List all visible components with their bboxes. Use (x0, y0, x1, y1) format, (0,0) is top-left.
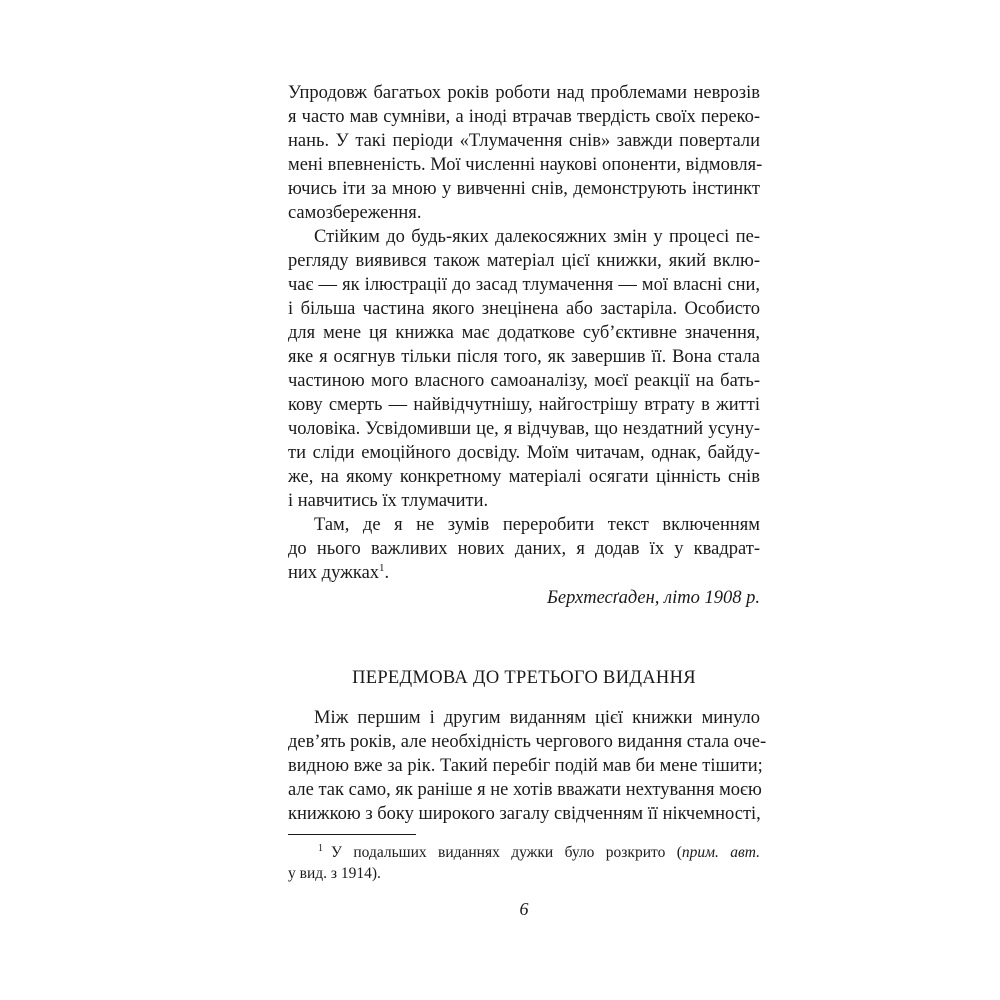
footnote-divider (288, 834, 416, 835)
paragraph-2-line: і більша частина якого знецінена або застаріла. Особисто (288, 299, 760, 319)
paragraph-2-line: же, на якому конкретному матеріалі осягати цінність снів (288, 467, 760, 487)
paragraph-1-line: Упродовж багатьох років роботи над проблемами неврозів (288, 83, 760, 103)
paragraph-2-line: регляду виявився також матеріал цієї книжки, який вклю- (288, 251, 760, 271)
paragraph-4-line: дев’ять років, але необхідність чергового видання стала оче- (288, 732, 767, 752)
paragraph-2-line: частиною мого власного самоаналізу, моєї реакції на бать- (288, 371, 760, 391)
paragraph-3-line: до нього важливих нових даних, я додав їх у квадрат- (288, 539, 760, 559)
section-heading: ПЕРЕДМОВА ДО ТРЕТЬОГО ВИДАННЯ (352, 668, 696, 688)
paragraph-3-line-text: них дужках (288, 563, 380, 583)
paragraph-2-line: Стійким до будь-яких далекосяжних змін у процесі пе- (314, 227, 760, 247)
paragraph-2-line: чоловіка. Усвідомивши це, я відчував, що нездатний усуну- (288, 419, 760, 439)
signature: Берхтесґаден, літо 1908 р. (547, 588, 760, 608)
paragraph-1-line: самозбереження. (288, 203, 422, 223)
paragraph-3-last-line (288, 561, 760, 585)
footnote-text: У подальших виданнях дужки було розкрито ( (331, 844, 682, 861)
paragraph-3-end: . (384, 563, 390, 583)
paragraph-4-line: книжкою з боку широкого загалу свідченням її нікчемності, (288, 804, 761, 824)
paragraph-2-line: і навчитись їх тлумачити. (288, 491, 489, 511)
paragraph-1-line: мені впевненість. Мої численні наукові опоненти, відмовля- (288, 155, 763, 175)
footnote-italic-note: прим. авт. (681, 844, 760, 861)
footnote-reference[interactable]: 1 (379, 561, 385, 574)
page-number: 6 (519, 899, 529, 919)
paragraph-3-line: Там, де я не зумів переробити текст включенням (314, 515, 760, 535)
footnote-mark: 1 (318, 842, 323, 854)
paragraph-2-line: ти сліди емоційного досвіду. Моїм читачам, однак, байду- (288, 443, 760, 463)
book-page (288, 0, 767, 1000)
paragraph-4-line: але так само, як раніше я не хотів вважати нехтування моєю (288, 780, 762, 800)
footnote-line-2: у вид. з 1914). (288, 865, 381, 882)
paragraph-1-line: нань. У такі періоди «Тлумачення снів» завжди повертали (288, 131, 760, 151)
paragraph-2-line: яке я осягнув тільки після того, як завершив її. Вона стала (288, 347, 760, 367)
paragraph-2-line: для мене ця книжка має додаткове суб’єктивне значення, (288, 323, 760, 343)
paragraph-2-line: чає — як ілюстрації до засад тлумачення — мої власні сни, (288, 275, 760, 295)
paragraph-4-line: Між першим і другим виданням цієї книжки минуло (314, 708, 760, 728)
paragraph-4-line: видною вже за рік. Такий перебіг подій мав би мене тішити; (288, 756, 763, 776)
footnote-line (288, 842, 760, 863)
paragraph-1-line: я часто мав сумніви, а іноді втрачав твердість своїх переко- (288, 107, 760, 127)
paragraph-2-line: кову смерть — найвідчутнішу, найгострішу втрату в житті (288, 395, 760, 415)
paragraph-1-line: ючись іти за мною у вивченні снів, демонструють інстинкт (288, 179, 760, 199)
